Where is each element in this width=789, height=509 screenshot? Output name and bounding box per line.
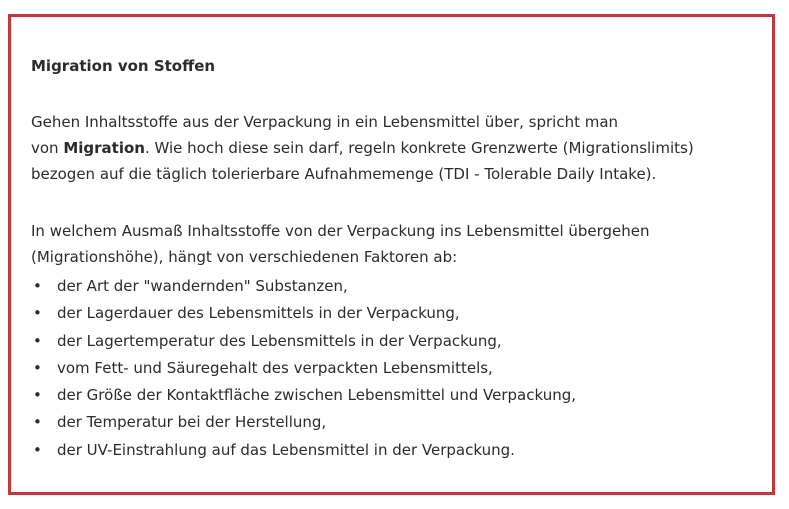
- bullet-icon: •: [33, 304, 42, 323]
- paragraph2-line2: (Migrationshöhe), hängt von verschiedenen Faktoren ab:: [31, 248, 458, 266]
- bullet-icon: •: [33, 358, 42, 377]
- list-item: [31, 273, 576, 300]
- list-item: [31, 300, 576, 327]
- list-item-text: der Lagerdauer des Lebensmittels in der Verpackung,: [57, 304, 460, 323]
- section-heading: Migration von Stoffen: [31, 57, 216, 75]
- bullet-icon: •: [33, 331, 42, 350]
- paragraph1-line2-prefix: von: [31, 139, 64, 157]
- list-item: [31, 328, 576, 355]
- paragraph1-line3: bezogen auf die täglich tolerierbare Aufnahmemenge (TDI - Tolerable Daily Intake).: [31, 165, 657, 183]
- list-item-text: der UV-Einstrahlung auf das Lebensmittel in der Verpackung.: [57, 440, 515, 459]
- bullet-icon: •: [33, 413, 42, 432]
- bullet-icon: •: [33, 440, 42, 459]
- bullet-icon: •: [33, 277, 42, 295]
- list-item-text: der Größe der Kontaktfläche zwischen Lebensmittel und Verpackung,: [57, 386, 577, 405]
- list-item-text: vom Fett- und Säuregehalt des verpackten Lebensmittels,: [57, 358, 493, 377]
- paragraph2-line1: In welchem Ausmaß Inhaltsstoffe von der Verpackung ins Lebensmittel übergehen: [31, 222, 650, 240]
- list-item-text: der Art der "wandernden" Substanzen,: [57, 277, 348, 295]
- bullet-icon: •: [33, 386, 42, 405]
- list-item: [31, 409, 576, 436]
- list-item: [31, 382, 576, 409]
- info-box: [8, 14, 775, 495]
- migration-factors-intro-paragraph: [31, 218, 650, 270]
- migration-term: Migration: [63, 139, 145, 157]
- list-item: [31, 437, 576, 464]
- list-item-text: der Lagertemperatur des Lebensmittels in der Verpackung,: [57, 331, 502, 350]
- paragraph1-line1: Gehen Inhaltsstoffe aus der Verpackung in ein Lebensmittel über, spricht man: [31, 113, 619, 131]
- paragraph1-line2-suffix: . Wie hoch diese sein darf, regeln konkrete Grenzwerte (Migrationslimits): [144, 139, 694, 157]
- factors-list: [31, 273, 576, 464]
- list-item-text: der Temperatur bei der Herstellung,: [57, 413, 327, 432]
- list-item: [31, 355, 576, 382]
- migration-definition-paragraph: [31, 109, 694, 187]
